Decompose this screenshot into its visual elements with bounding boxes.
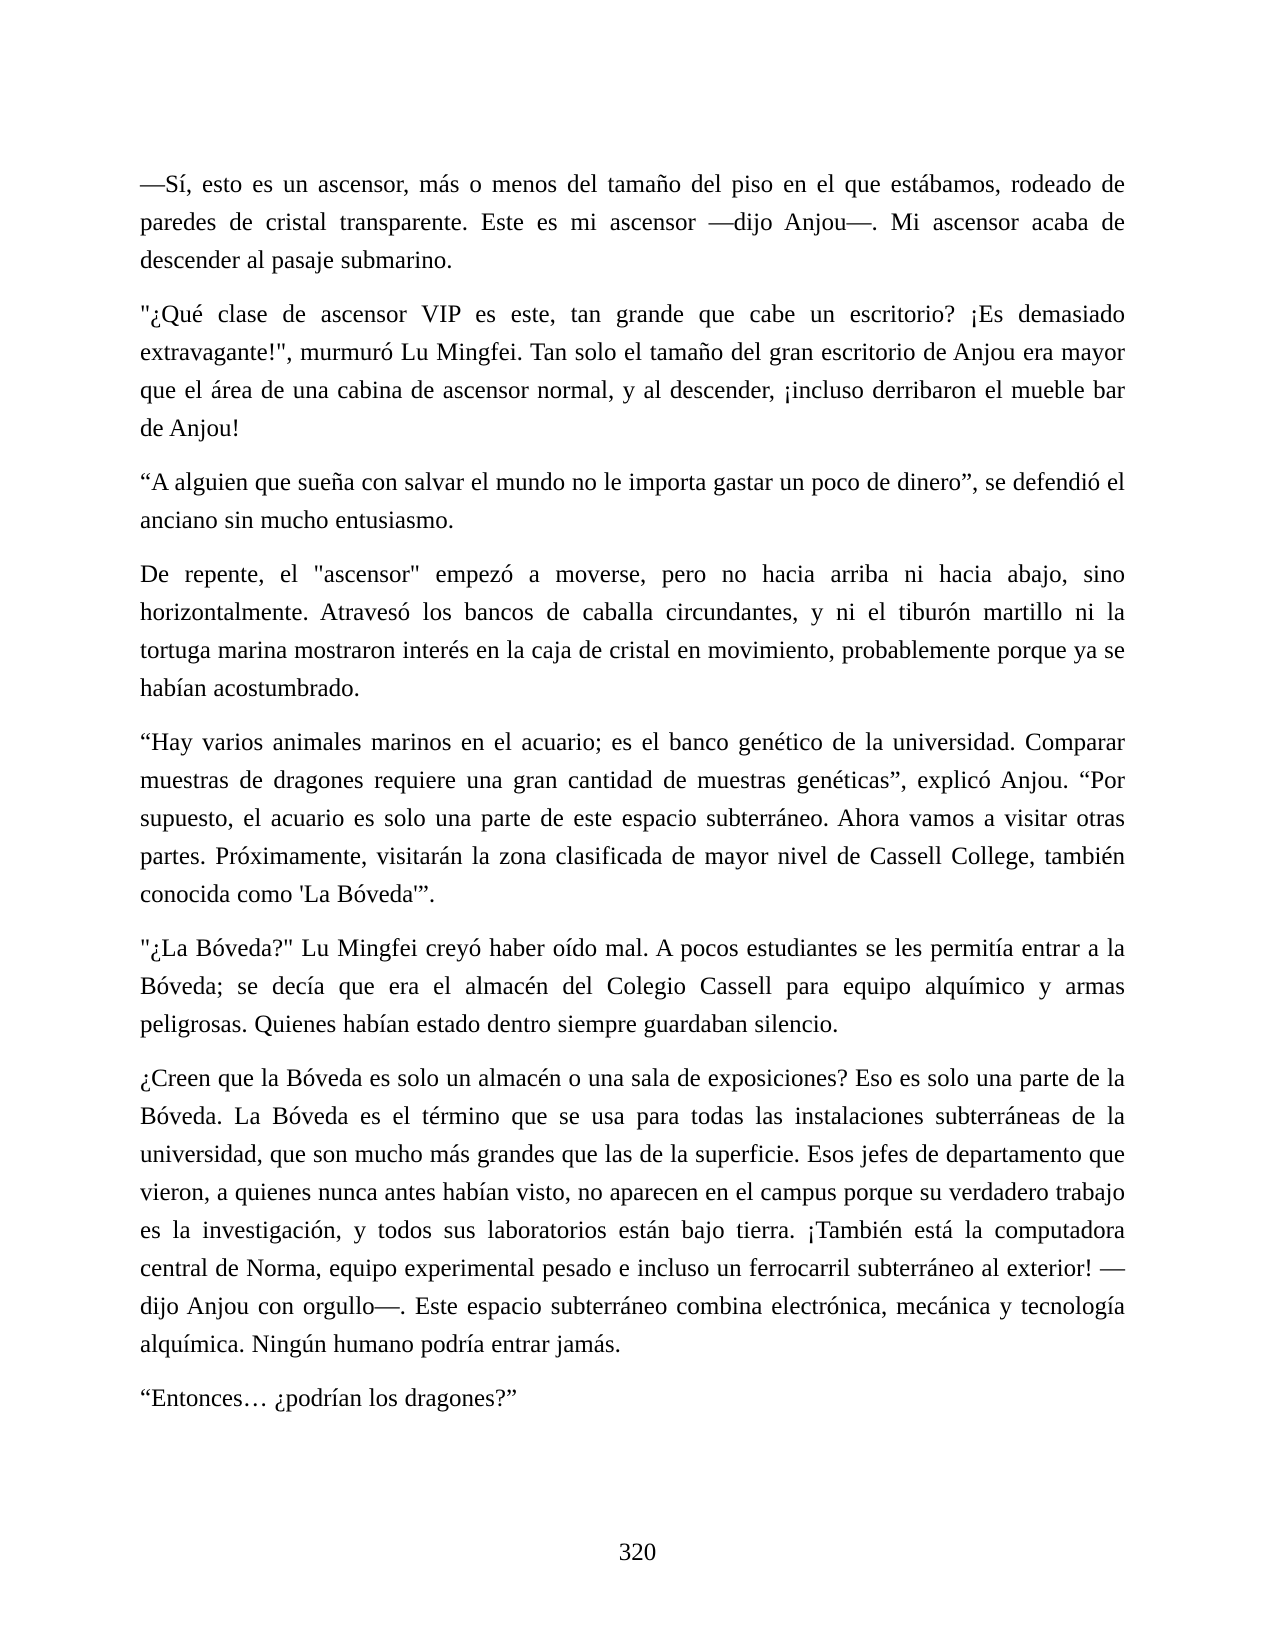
paragraph: ¿Creen que la Bóveda es solo un almacén o una sala de exposiciones? Eso es solo una parte de la Bóveda. La Bóveda es el término que se usa para todas las instalaciones subterráneas de la universidad, que son mucho más grandes que las de la superficie. Esos jefes de departamento que vieron, a quienes nunca antes habían visto, no aparecen en el campus porque su verdadero trabajo es la investigación, y todos sus laboratorios están bajo tierra. ¡También está la computadora central de Norma, equipo experimental pesado e incluso un ferrocarril subterráneo al exterior! —dijo Anjou con orgullo—. Este espacio subterráneo combina electrónica, mecánica y tecnología alquímica. Ningún humano podría entrar jamás.	[140, 1065, 1125, 1358]
paragraph: "¿Qué clase de ascensor VIP es este, tan grande que cabe un escritorio? ¡Es demasiado extravagante!", murmuró Lu Mingfei. Tan solo el tamaño del gran escritorio de Anjou era mayor que el área de una cabina de ascensor normal, y al descender, ¡incluso derribaron el mueble bar de Anjou!	[140, 301, 1125, 442]
paragraph: De repente, el "ascensor" empezó a moverse, pero no hacia arriba ni hacia abajo, sino horizontalmente. Atravesó los bancos de caballa circundantes, y ni el tiburón martillo ni la tortuga marina mostraron interés en la caja de cristal en movimiento, probablemente porque ya se habían acostumbrado.	[140, 561, 1125, 702]
paragraph: "¿La Bóveda?" Lu Mingfei creyó haber oído mal. A pocos estudiantes se les permitía entrar a la Bóveda; se decía que era el almacén del Colegio Cassell para equipo alquímico y armas peligrosas. Quienes habían estado dentro siempre guardaban silencio.	[140, 935, 1125, 1038]
paragraph: “A alguien que sueña con salvar el mundo no le importa gastar un poco de dinero”, se defendió el anciano sin mucho entusiasmo.	[140, 469, 1125, 534]
page-number: 320	[618, 1539, 657, 1566]
paragraph: “Entonces… ¿podrían los dragones?”	[140, 1385, 518, 1412]
paragraph: “Hay varios animales marinos en el acuario; es el banco genético de la universidad. Comparar muestras de dragones requiere una gran cantidad de muestras genéticas”, explicó Anjou. “Por supuesto, el acuario es solo una parte de este espacio subterráneo. Ahora vamos a visitar otras partes. Próximamente, visitarán la zona clasificada de mayor nivel de Cassell College, también conocida como 'La Bóveda'”.	[140, 729, 1125, 908]
paragraph: —Sí, esto es un ascensor, más o menos del tamaño del piso en el que estábamos, rodeado de paredes de cristal transparente. Este es mi ascensor —dijo Anjou—. Mi ascensor acaba de descender al pasaje submarino.	[140, 171, 1125, 274]
page-body-text	[140, 166, 1125, 1434]
